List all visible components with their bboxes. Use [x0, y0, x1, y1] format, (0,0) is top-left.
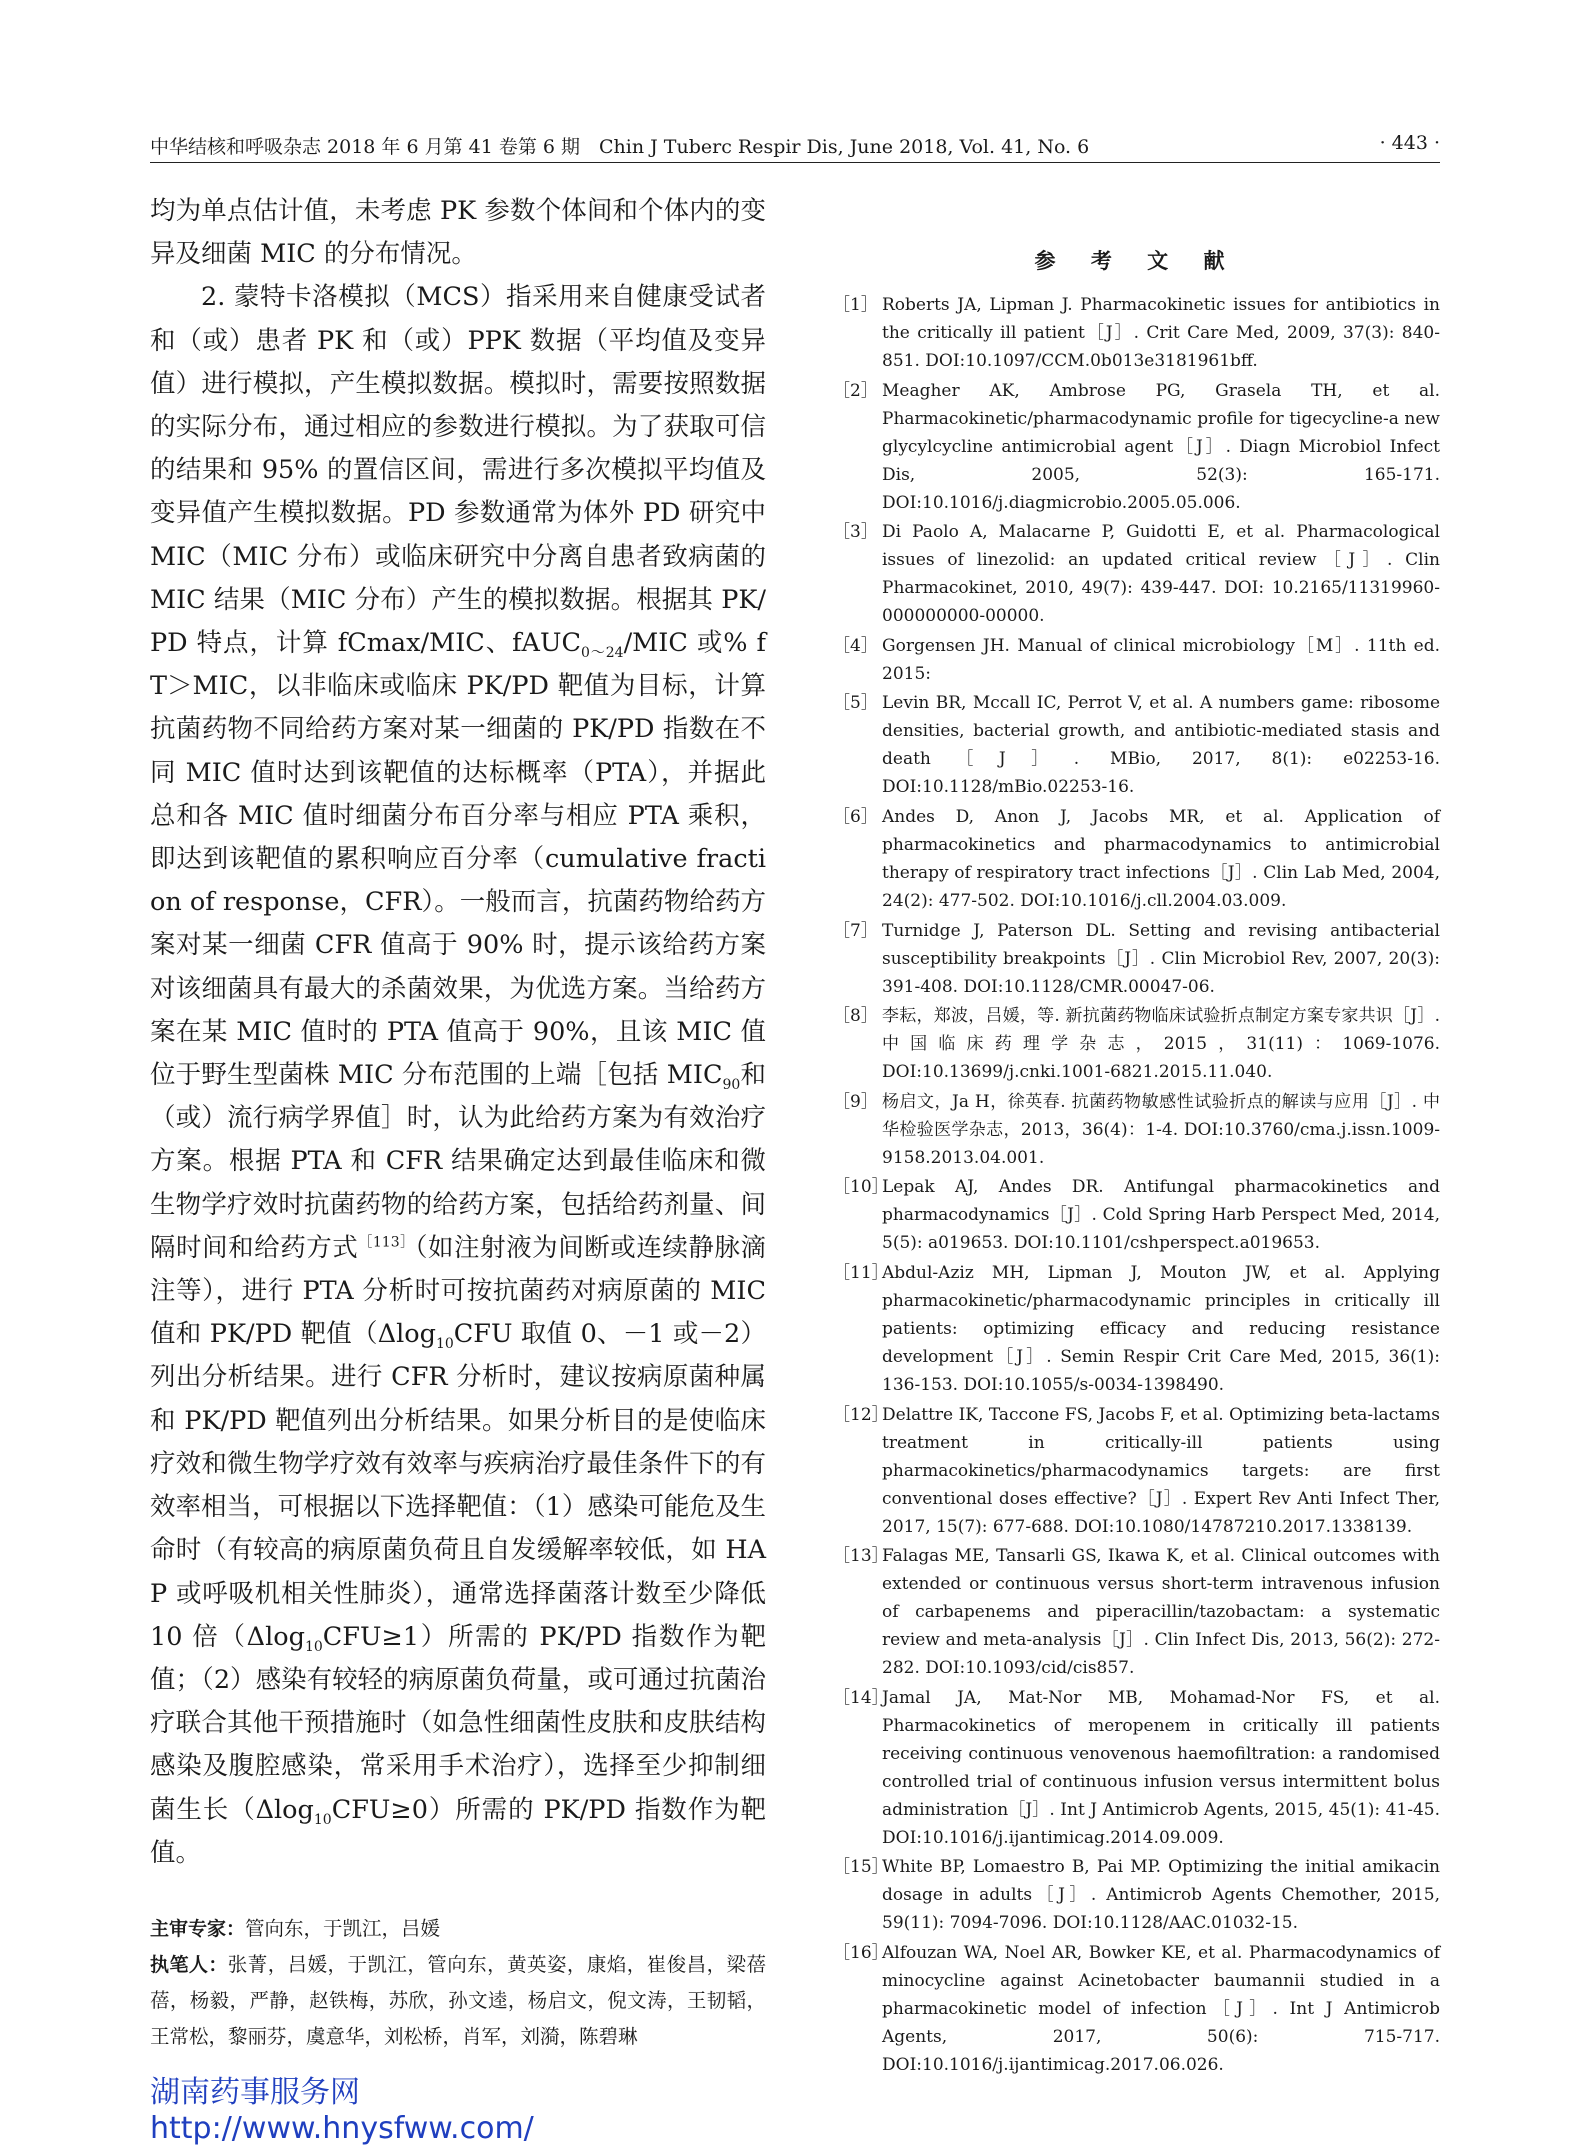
- reference-number: ［13］: [833, 1546, 889, 1567]
- reference-number: ［3］: [833, 522, 878, 543]
- reference-item: [833, 377, 1440, 517]
- reference-text: White BP, Lomaestro B, Pai MP. Optimizing the initial amikacin dosage in adults［J］. Antimicrob Agents Chemother, 2015, 59(11): 7094-7096. DOI:10.1128/AAC.01032-15.: [882, 1857, 1440, 1934]
- reference-item: [833, 803, 1440, 915]
- reference-text: Alfouzan WA, Noel AR, Bowker KE, et al. Pharmacodynamics of minocycline against Acinetobacter baumannii studied in a pharmacokinetic model of infection［J］. Int J Antimicrob Agents, 2017, 50(6): 715-717. DOI:10.1016/j.ijantimicag.2017.06.026.: [882, 1942, 1440, 2075]
- references-heading: 参 考 文 献: [1034, 249, 1239, 273]
- text-run: CFU 取值 0、－1 或－2）列出分析结果。进行 CFR 分析时，建议按病原菌种属和 PK/PD 靶值列出分析结果。如果分析目的是使临床疗效和微生物学疗效有效率与疾病治疗最佳条件下的有效率相当，可根据以下选择靶值：（1）感染可能危及生命时（有较高的病原菌负荷且自发缓解率较低，如 HAP 或呼吸机相关性肺炎），通常选择菌落计数至少降低 10 倍（Δlog: [150, 1319, 766, 1652]
- reference-item: [833, 291, 1440, 375]
- reference-number: ［5］: [833, 693, 878, 714]
- reference-text: Jamal JA, Mat-Nor MB, Mohamad-Nor FS, et al. Pharmacokinetics of meropenem in critically ill patients receiving continuous venovenous haemofiltration: a randomised controlled trial of continuous infusion versus intermittent bolus administration［J］. Int J Antimicrob Agents, 2015, 45(1): 41-45. DOI:10.1016/j.ijantimicag.2014.09.009.: [882, 1687, 1440, 1848]
- reference-item: [833, 518, 1440, 630]
- reference-number: ［7］: [833, 920, 878, 941]
- reference-item: [833, 632, 1440, 688]
- paragraph-1: 均为单点估计值，未考虑 PK 参数个体间和个体内的变异及细菌 MIC 的分布情况。: [150, 196, 766, 270]
- text-run: /MIC 或% fT＞MIC，以非临床或临床 PK/PD 靶值为目标，计算抗菌药物不同给药方案对某一细菌的 PK/PD 指数在不同 MIC 值时达到该靶值的达标概率（PTA），并据此总和各 MIC 值时细菌分布百分率与相应 PTA 乘积，即达到该靶值的累积响应百分率（cumulative fraction of response，CFR）。一般而言，抗菌药物给药方案对某一细菌 CFR 值高于 90% 时，提示该给药方案对该细菌具有最大的杀菌效果，为优选方案。当给药方案在某 MIC 值时的 PTA 值高于 90%，且该 MIC 值位于野生型菌株 MIC 分布范围的上端［包括 MIC: [150, 628, 766, 1091]
- reference-item: [833, 1173, 1440, 1257]
- chief-reviewers: [150, 1911, 766, 1947]
- reference-item: [833, 1259, 1440, 1399]
- reference-text: Meagher AK, Ambrose PG, Grasela TH, et al. Pharmacokinetic/pharmacodynamic profile for tigecycline-a new glycylcycline antimicrobial agent［J］. Diagn Microbiol Infect Dis, 2005, 52(3): 165-171. DOI:10.1016/j.diagmicrobio.2005.05.006.: [882, 380, 1440, 513]
- writers-names: 张菁，吕媛，于凯江，管向东，黄英姿，康焰，崔俊昌，梁蓓蓓，杨毅，严静，赵铁梅，苏欣，孙文逵，杨启文，倪文涛，王韧韬，王常松，黎丽芬，虞意华，刘松桥，肖军，刘漪，陈碧琳: [150, 1952, 766, 2048]
- reference-item: [833, 1002, 1440, 1086]
- reference-item: [833, 1401, 1440, 1541]
- reference-item: [833, 1684, 1440, 1852]
- body-text-column: [150, 190, 766, 2055]
- watermark-site-name: 湖南药事服务网: [150, 2075, 360, 2110]
- reference-number: ［9］: [833, 1091, 878, 1112]
- reference-number: ［4］: [833, 635, 878, 656]
- text-run: CFU≥0）所需的 PK/PD 指数作为靶值。: [150, 1794, 766, 1868]
- references-column: [833, 245, 1440, 2081]
- reference-number: ［2］: [833, 380, 878, 401]
- citation-superscript: ［113］: [358, 1234, 415, 1251]
- text-run: CFU≥1）所需的 PK/PD 指数作为靶值；（2）感染有较轻的病原菌负荷量，或可通过抗菌治疗联合其他干预措施时（如急性细菌性皮肤和皮肤结构感染及腹腔感染，常采用手术治疗），选择至少抑制细菌生长（Δlog: [150, 1621, 766, 1825]
- reference-text: Di Paolo A, Malacarne P, Guidotti E, et al. Pharmacological issues of linezolid: an updated critical review［J］. Clin Pharmacokinet, 2010, 49(7): 439-447. DOI: 10.2165/11319960-000000000-00000.: [882, 522, 1440, 627]
- chief-reviewers-names: 管向东，于凯江，吕媛: [245, 1916, 441, 1940]
- reference-number: ［6］: [833, 806, 878, 827]
- text-run: 和（或）流行病学界值］时，认为此给药方案为有效治疗方案。根据 PTA 和 CFR 结果确定达到最佳临床和微生物学疗效时抗菌药物的给药方案，包括给药剂量、间隔时间和给药方式: [150, 1060, 766, 1263]
- reference-text: Andes D, Anon J, Jacobs MR, et al. Application of pharmacokinetics and pharmacodynamics to antimicrobial therapy of respiratory tract infections［J］. Clin Lab Med, 2004, 24(2): 477-502. DOI:10.1016/j.cll.2004.03.009.: [882, 806, 1440, 911]
- reference-item: [833, 1088, 1440, 1172]
- reference-text: Turnidge J, Paterson DL. Setting and revising antibacterial susceptibility breakpoints［J］. Clin Microbiol Rev, 2007, 20(3): 391-408. DOI:10.1128/CMR.00047-06.: [882, 920, 1440, 997]
- reference-item: [833, 1853, 1440, 1937]
- chief-reviewers-label: 主审专家：: [150, 1917, 246, 1940]
- writers-label: 执笔人：: [150, 1953, 228, 1976]
- reference-list: [833, 291, 1440, 2079]
- reference-text: 李耘，郑波，吕媛，等. 新抗菌药物临床试验折点制定方案专家共识［J］. 中国临床药理学杂志，2015，31(11)：1069-1076. DOI:10.13699/j.cnki.1001-6821.2015.11.040.: [882, 1006, 1440, 1083]
- subscript: 10: [435, 1336, 454, 1353]
- reference-number: ［10］: [833, 1177, 889, 1198]
- writers: [150, 1947, 766, 2055]
- watermark-url[interactable]: http://www.hnysfww.com/: [150, 2111, 534, 2146]
- reference-number: ［14］: [833, 1687, 889, 1708]
- text-run: 2. 蒙特卡洛模拟（MCS）指采用来自健康受试者和（或）患者 PK 和（或）PPK 数据（平均值及变异值）进行模拟，产生模拟数据。模拟时，需要按照数据的实际分布，通过相应的参数进行模拟。为了获取可信的结果和 95% 的置信区间，需进行多次模拟平均值及变异值产生模拟数据。PD 参数通常为体外 PD 研究中 MIC（MIC 分布）或临床研究中分离自患者致病菌的 MIC 结果（MIC 分布）产生的模拟数据。根据其 PK/PD 特点，计算 fCmax/MIC、fAUC: [150, 282, 766, 659]
- running-header: [150, 128, 1440, 163]
- reference-text: Levin BR, Mccall IC, Perrot V, et al. A numbers game: ribosome densities, bacterial growth, and antibiotic-mediated stasis and death［J］. MBio, 2017, 8(1): e02253-16. DOI:10.1128/mBio.02253-16.: [882, 693, 1440, 798]
- reference-item: [833, 689, 1440, 801]
- reference-text: Falagas ME, Tansarli GS, Ikawa K, et al. Clinical outcomes with extended or continuous versus short-term intravenous infusion of carbapenems and piperacillin/tazobactam: a systematic review and meta-analysis［J］. Clin Infect Dis, 2013, 56(2): 272-282. DOI:10.1093/cid/cis857.: [882, 1546, 1440, 1679]
- reference-number: ［8］: [833, 1006, 878, 1027]
- reference-number: ［15］: [833, 1857, 889, 1878]
- reference-number: ［16］: [833, 1942, 889, 1963]
- subscript: 10: [304, 1638, 323, 1655]
- journal-citation: 中华结核和呼吸杂志 2018 年 6 月第 41 卷第 6 期 Chin J Tuberc Respir Dis, June 2018, Vol. 41, No. 6: [150, 136, 1090, 158]
- reference-text: Delattre IK, Taccone FS, Jacobs F, et al. Optimizing beta-lactams treatment in critically-ill patients using pharmacokinetics/pharmacodynamics targets: are first conventional doses effective?［J］. Expert Rev Anti Infect Ther, 2017, 15(7): 677-688. DOI:10.1080/14787210.2017.1338139.: [882, 1404, 1440, 1537]
- reference-number: ［1］: [833, 295, 878, 315]
- reference-text: Abdul-Aziz MH, Lipman J, Mouton JW, et al. Applying pharmacokinetic/pharmacodynamic principles in critically ill patients: optimizing efficacy and reducing resistance development［J］. Semin Respir Crit Care Med, 2015, 36(1): 136-153. DOI:10.1055/s-0034-1398490.: [882, 1262, 1440, 1395]
- author-credits: [150, 1911, 766, 2055]
- subscript: 10: [313, 1811, 332, 1828]
- reference-text: 杨启文，Ja H，徐英春. 抗菌药物敏感性试验折点的解读与应用［J］. 中华检验医学杂志，2013，36(4)：1-4. DOI:10.3760/cma.j.issn.1009-9158.2013.04.001.: [882, 1091, 1440, 1168]
- subscript: 90: [722, 1077, 741, 1094]
- reference-text: Roberts JA, Lipman J. Pharmacokinetic issues for antibiotics in the critically ill patient［J］. Crit Care Med, 2009, 37(3): 840-851. DOI:10.1097/CCM.0b013e3181961bff.: [882, 295, 1440, 371]
- reference-number: ［12］: [833, 1404, 889, 1425]
- reference-text: Gorgensen JH. Manual of clinical microbiology［M］. 11th ed. 2015:: [882, 635, 1440, 684]
- reference-item: [833, 1939, 1440, 2079]
- reference-number: ［11］: [833, 1262, 889, 1283]
- paragraph-2: [150, 276, 766, 1875]
- page-number: · 443 ·: [1379, 132, 1440, 154]
- subscript: 0～24: [580, 645, 624, 662]
- watermark: [150, 2075, 534, 2147]
- reference-item: [833, 917, 1440, 1001]
- reference-item: [833, 1542, 1440, 1682]
- text-run: （如注射液为间断或连续静脉滴注等），进行 PTA 分析时可按抗菌药对病原菌的 MIC 值和 PK/PD 靶值（Δlog: [150, 1232, 766, 1350]
- reference-text: Lepak AJ, Andes DR. Antifungal pharmacokinetics and pharmacodynamics［J］. Cold Spring Harb Perspect Med, 2014, 5(5): a019653. DOI:10.1101/cshperspect.a019653.: [882, 1177, 1440, 1254]
